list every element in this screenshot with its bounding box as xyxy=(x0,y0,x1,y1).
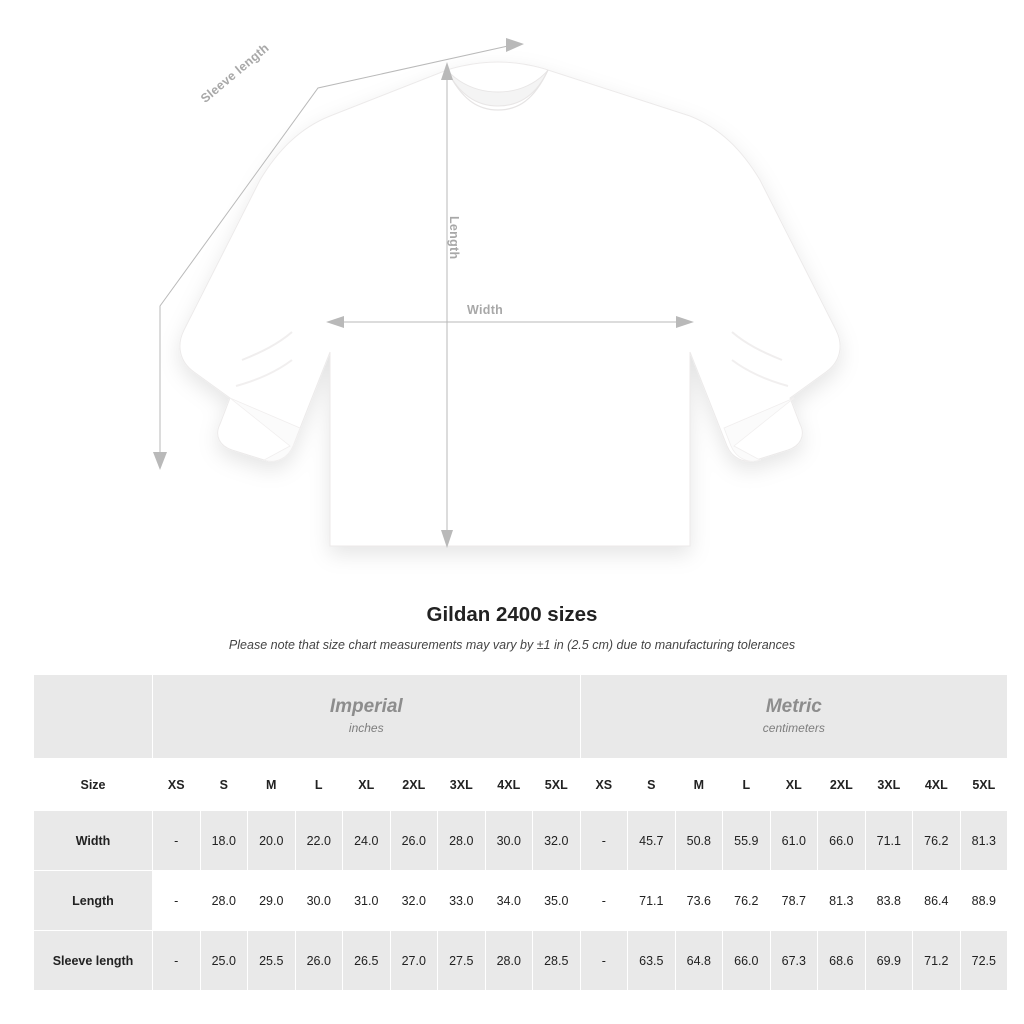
size-header-cell: 2XL xyxy=(390,759,438,811)
cell: 29.0 xyxy=(248,871,296,931)
cell: 68.6 xyxy=(818,931,866,991)
cell: 81.3 xyxy=(960,811,1008,871)
table-row xyxy=(34,931,1008,991)
cell: 88.9 xyxy=(960,871,1008,931)
cell: 33.0 xyxy=(438,871,486,931)
size-header-cell: 3XL xyxy=(865,759,913,811)
size-header-cell: S xyxy=(628,759,676,811)
size-header-row xyxy=(34,759,1008,811)
cell: 81.3 xyxy=(818,871,866,931)
size-header-cell: 5XL xyxy=(533,759,581,811)
size-table xyxy=(33,674,1008,991)
cell: - xyxy=(153,871,201,931)
cell: 78.7 xyxy=(770,871,818,931)
cell: 63.5 xyxy=(628,931,676,991)
cell: 32.0 xyxy=(390,871,438,931)
cell: 32.0 xyxy=(533,811,581,871)
cell: 69.9 xyxy=(865,931,913,991)
cell: 34.0 xyxy=(485,871,533,931)
cell: 30.0 xyxy=(295,871,343,931)
size-header-cell: M xyxy=(248,759,296,811)
cell: 50.8 xyxy=(675,811,723,871)
cell: 86.4 xyxy=(913,871,961,931)
size-header-label: Size xyxy=(34,759,153,811)
cell: 71.1 xyxy=(865,811,913,871)
cell: 76.2 xyxy=(913,811,961,871)
cell: 26.5 xyxy=(343,931,391,991)
unit-sub-metric: centimeters xyxy=(762,720,825,735)
cell: 25.0 xyxy=(200,931,248,991)
cell: 28.0 xyxy=(485,931,533,991)
size-header-cell: 4XL xyxy=(485,759,533,811)
cell: 66.0 xyxy=(723,931,771,991)
size-header-cell: XS xyxy=(580,759,628,811)
sleeve-length-label: Sleeve length xyxy=(198,40,272,106)
cell: 26.0 xyxy=(295,931,343,991)
cell: 64.8 xyxy=(675,931,723,991)
cell: 27.5 xyxy=(438,931,486,991)
table-row xyxy=(34,871,1008,931)
cell: 28.5 xyxy=(533,931,581,991)
title-block xyxy=(0,603,1024,652)
cell: 28.0 xyxy=(200,871,248,931)
cell: - xyxy=(580,871,628,931)
unit-row-spacer xyxy=(34,675,153,759)
size-header-cell: M xyxy=(675,759,723,811)
tolerance-note: Please note that size chart measurements may vary by ±1 in (2.5 cm) due to manufacturing tolerances xyxy=(228,638,796,652)
size-table-wrapper xyxy=(33,674,996,991)
cell: 18.0 xyxy=(200,811,248,871)
cell: 27.0 xyxy=(390,931,438,991)
cell: 22.0 xyxy=(295,811,343,871)
cell: 26.0 xyxy=(390,811,438,871)
unit-name-imperial: Imperial xyxy=(329,696,403,718)
cell: 24.0 xyxy=(343,811,391,871)
size-header-cell: 5XL xyxy=(960,759,1008,811)
cell: 35.0 xyxy=(533,871,581,931)
size-header-cell: 3XL xyxy=(438,759,486,811)
cell: 73.6 xyxy=(675,871,723,931)
size-header-cell: XL xyxy=(343,759,391,811)
cell: 71.1 xyxy=(628,871,676,931)
page-title: Gildan 2400 sizes xyxy=(426,603,598,626)
size-header-cell: L xyxy=(295,759,343,811)
cell: 31.0 xyxy=(343,871,391,931)
size-header-cell: L xyxy=(723,759,771,811)
cell: - xyxy=(153,931,201,991)
length-label: Length xyxy=(447,216,461,260)
width-label: Width xyxy=(467,303,504,317)
cell: 55.9 xyxy=(723,811,771,871)
unit-header-metric xyxy=(580,675,1008,759)
cell: 71.2 xyxy=(913,931,961,991)
row-label-sleeve-length: Sleeve length xyxy=(34,931,153,991)
unit-header-row xyxy=(34,675,1008,759)
unit-name-metric: Metric xyxy=(765,696,822,718)
size-header-cell: S xyxy=(200,759,248,811)
cell: 67.3 xyxy=(770,931,818,991)
cell: 76.2 xyxy=(723,871,771,931)
cell: 61.0 xyxy=(770,811,818,871)
size-header-cell: 4XL xyxy=(913,759,961,811)
size-header-cell: XS xyxy=(153,759,201,811)
unit-sub-imperial: inches xyxy=(348,720,384,735)
cell: - xyxy=(580,811,628,871)
cell: 45.7 xyxy=(628,811,676,871)
size-header-cell: XL xyxy=(770,759,818,811)
cell: 28.0 xyxy=(438,811,486,871)
cell: 83.8 xyxy=(865,871,913,931)
row-label-width: Width xyxy=(34,811,153,871)
cell: 25.5 xyxy=(248,931,296,991)
cell: 20.0 xyxy=(248,811,296,871)
cell: 72.5 xyxy=(960,931,1008,991)
cell: 30.0 xyxy=(485,811,533,871)
row-label-length: Length xyxy=(34,871,153,931)
cell: - xyxy=(580,931,628,991)
cell: - xyxy=(153,811,201,871)
size-header-cell: 2XL xyxy=(818,759,866,811)
cell: 66.0 xyxy=(818,811,866,871)
unit-header-imperial xyxy=(153,675,581,759)
table-row xyxy=(34,811,1008,871)
